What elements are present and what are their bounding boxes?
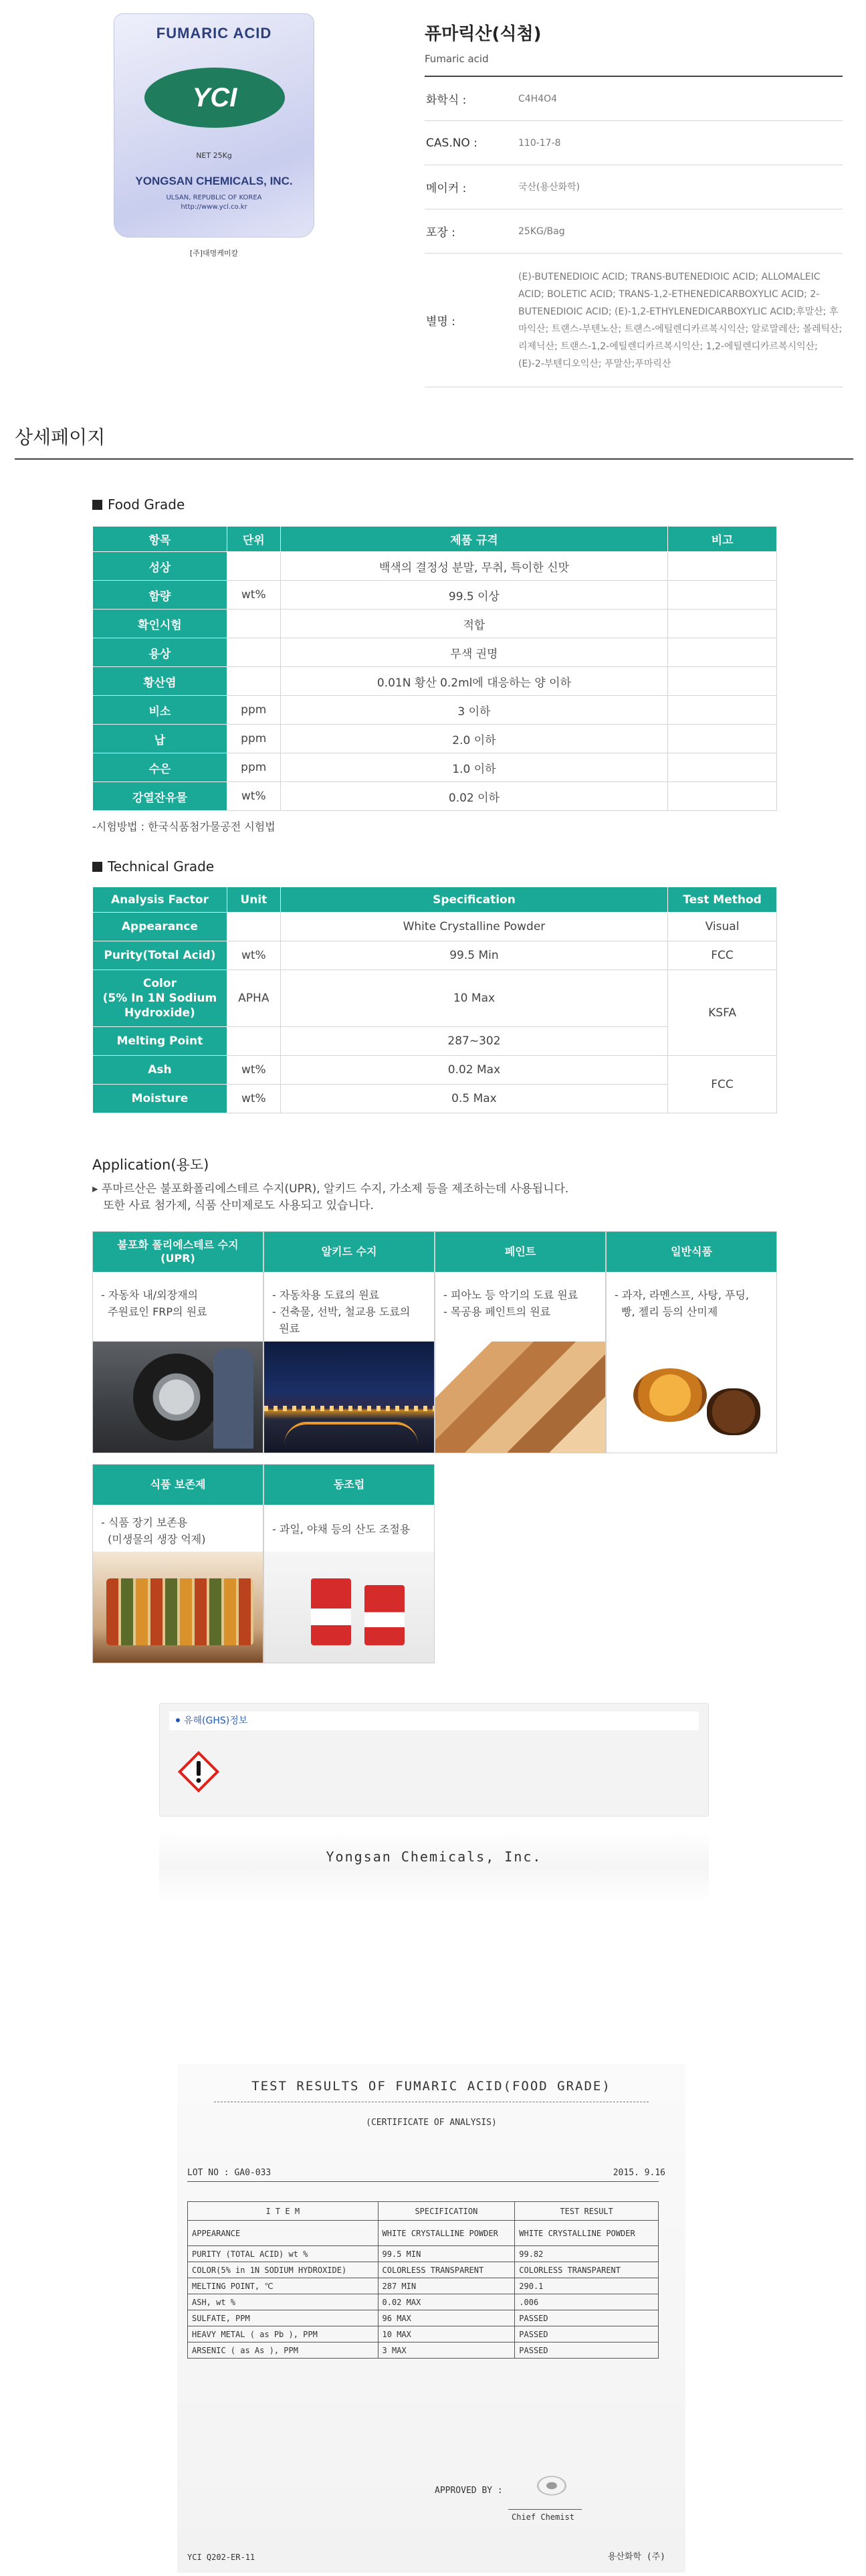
row-label: Melting Point <box>93 1027 227 1056</box>
certificate-code: YCI Q202-ER-11 <box>187 2553 255 2562</box>
row-note <box>668 753 777 782</box>
row-label: 용상 <box>93 638 227 667</box>
row-label: 황산염 <box>93 667 227 696</box>
row-note <box>668 696 777 725</box>
row-spec: 287~302 <box>280 1027 667 1056</box>
food-grade-table <box>92 526 777 811</box>
product-subtitle: Fumaric acid <box>425 53 489 65</box>
row-label: 납 <box>93 725 227 753</box>
cert-item: PURITY (TOTAL ACID) wt % <box>188 2246 378 2262</box>
row-method: Visual <box>668 913 777 941</box>
row-label: 함량 <box>93 581 227 610</box>
certificate-subtitle: (CERTIFICATE OF ANALYSIS) <box>366 2118 497 2128</box>
application-card-paint <box>435 1231 606 1453</box>
cert-item: COLOR(5% in 1N SODIUM HYDROXIDE) <box>188 2262 378 2278</box>
ghs-info-header <box>169 1712 699 1730</box>
row-spec: 0.02 Max <box>280 1056 667 1085</box>
table-row <box>93 913 777 941</box>
ghs-label: 유해(GHS)정보 <box>184 1716 248 1726</box>
row-unit <box>227 1027 280 1056</box>
certificate-table <box>187 2201 659 2359</box>
table-row <box>93 552 777 581</box>
row-unit: wt% <box>227 1056 280 1085</box>
card-line: - 자동차용 도료의 원료 <box>272 1289 380 1301</box>
row-spec: 2.0 이하 <box>280 725 667 753</box>
row-unit <box>227 638 280 667</box>
product-info <box>425 20 843 387</box>
table-row <box>188 2326 659 2342</box>
info-row-package <box>425 209 843 254</box>
table-row <box>188 2342 659 2359</box>
card-line: 주원료인 FRP의 원료 <box>101 1305 207 1318</box>
table-header-row <box>188 2202 659 2221</box>
application-card-preservative <box>92 1464 263 1663</box>
row-spec: 10 Max <box>280 970 667 1027</box>
bullet-icon <box>176 1718 180 1722</box>
info-value: 110-17-8 <box>518 137 561 149</box>
row-method: FCC <box>668 1056 777 1113</box>
row-unit <box>227 913 280 941</box>
row-unit: wt% <box>227 1085 280 1113</box>
card-line: - 자동차 내/외장재의 <box>101 1289 198 1301</box>
row-unit: wt% <box>227 581 280 610</box>
info-label: CAS.NO : <box>426 136 477 150</box>
signature-line <box>508 2509 582 2510</box>
cert-spec: 0.02 MAX <box>378 2294 515 2310</box>
certificate-date: 2015. 9.16 <box>613 2168 665 2178</box>
row-unit: wt% <box>227 782 280 811</box>
ghs-info-box <box>159 1703 709 1817</box>
row-unit: APHA <box>227 970 280 1027</box>
technical-grade-title <box>92 858 214 875</box>
column-header: 제품 규격 <box>280 527 667 552</box>
row-note <box>668 725 777 753</box>
cert-result: 99.82 <box>515 2246 659 2262</box>
row-unit: ppm <box>227 725 280 753</box>
table-row <box>93 782 777 811</box>
row-label: Appearance <box>93 913 227 941</box>
detail-section-title: 상세페이지 <box>15 426 106 448</box>
table-row <box>188 2221 659 2246</box>
row-note <box>668 638 777 667</box>
product-title: 퓨마릭산(식첨) <box>425 24 542 44</box>
info-label: 메이커 : <box>426 182 467 195</box>
cert-item: ASH, wt % <box>188 2294 378 2310</box>
card-title: 알키드 수지 <box>264 1232 434 1272</box>
row-spec: 무색 권명 <box>280 638 667 667</box>
row-unit: wt% <box>227 941 280 970</box>
column-header: Analysis Factor <box>93 887 227 913</box>
column-header: TEST RESULT <box>515 2202 659 2221</box>
card-body <box>93 1272 263 1342</box>
column-header: Test Method <box>668 887 777 913</box>
bag-address <box>114 193 314 212</box>
info-row-cas <box>425 121 843 165</box>
canned-food-photo <box>264 1552 434 1663</box>
product-bag-photo <box>114 13 314 238</box>
square-bullet-icon <box>92 500 102 510</box>
application-desc-line: 또한 사료 첨가제, 식품 산미제로도 사용되고 있습니다. <box>92 1199 374 1212</box>
table-row <box>93 1056 777 1085</box>
card-body <box>607 1272 776 1342</box>
info-label: 화학식 : <box>426 94 467 107</box>
info-label: 별명 : <box>426 315 455 329</box>
cert-result: COLORLESS TRANSPARENT <box>515 2262 659 2278</box>
table-row <box>188 2262 659 2278</box>
cert-spec: 3 MAX <box>378 2342 515 2359</box>
cert-item: MELTING POINT, ℃ <box>188 2278 378 2294</box>
row-method: KSFA <box>668 970 777 1056</box>
row-spec: 백색의 결정성 분말, 무취, 특이한 신맛 <box>280 552 667 581</box>
card-line: - 과자, 라멘스프, 사탕, 푸딩, <box>615 1289 750 1301</box>
card-title: 식품 보존제 <box>93 1465 263 1505</box>
card-body <box>435 1272 605 1342</box>
column-header: I T E M <box>188 2202 378 2221</box>
row-unit <box>227 552 280 581</box>
application-card-upr <box>92 1231 263 1453</box>
row-unit: ppm <box>227 696 280 725</box>
application-desc-line: ▸ 푸마르산은 불포화폴리에스테르 수지(UPR), 알키드 수지, 가소제 등을 제조하는데 사용됩니다. <box>92 1182 569 1196</box>
cert-spec: 96 MAX <box>378 2310 515 2326</box>
cert-item: APPEARANCE <box>188 2221 378 2246</box>
info-value: C4H4O4 <box>518 93 558 104</box>
info-label: 포장 : <box>426 226 455 240</box>
bag-maker: YONGSAN CHEMICALS, INC. <box>135 175 293 187</box>
row-unit: ppm <box>227 753 280 782</box>
cert-spec: COLORLESS TRANSPARENT <box>378 2262 515 2278</box>
card-line: (미생물의 생장 억제) <box>101 1533 206 1546</box>
row-label: Ash <box>93 1056 227 1085</box>
application-card-canning <box>263 1464 435 1663</box>
certificate-approved-by: APPROVED BY : <box>435 2486 503 2496</box>
cert-result: WHITE CRYSTALLINE POWDER <box>515 2221 659 2246</box>
card-line: 원료 <box>272 1322 300 1335</box>
table-row <box>93 667 777 696</box>
row-unit <box>227 667 280 696</box>
food-grade-title <box>92 496 185 513</box>
table-row <box>93 970 777 1027</box>
cert-result: .006 <box>515 2294 659 2310</box>
table-row <box>93 753 777 782</box>
row-spec: White Crystalline Powder <box>280 913 667 941</box>
certificate-of-analysis <box>177 2064 685 2573</box>
card-line: - 과일, 야채 등의 산도 조절용 <box>272 1523 411 1536</box>
row-spec: 99.5 이상 <box>280 581 667 610</box>
application-description <box>92 1181 568 1214</box>
cert-result: PASSED <box>515 2326 659 2342</box>
application-card-food <box>606 1231 777 1453</box>
certificate-lot-rule <box>187 2181 659 2182</box>
info-row-maker <box>425 165 843 209</box>
column-header: 단위 <box>227 527 280 552</box>
cert-result: 290.1 <box>515 2278 659 2294</box>
card-title: 일반식품 <box>607 1232 776 1272</box>
row-spec: 1.0 이하 <box>280 753 667 782</box>
bag-title: FUMARIC ACID <box>156 25 272 41</box>
row-label: Purity(Total Acid) <box>93 941 227 970</box>
row-note <box>668 610 777 638</box>
table-row <box>93 638 777 667</box>
cert-result: PASSED <box>515 2310 659 2326</box>
cert-spec: 287 MIN <box>378 2278 515 2294</box>
signature-stamp-icon <box>522 2466 582 2506</box>
row-spec: 적합 <box>280 610 667 638</box>
table-header-row <box>93 527 777 552</box>
card-title: 불포화 폴리에스테르 수지 (UPR) <box>93 1232 263 1272</box>
product-image-tag: [주]대명케미칼 <box>189 249 239 258</box>
certificate-title: TEST RESULTS OF FUMARIC ACID(FOOD GRADE) <box>251 2079 611 2094</box>
application-title: Application(용도) <box>92 1157 209 1173</box>
cert-spec: 10 MAX <box>378 2326 515 2342</box>
pastry-photo <box>607 1342 776 1453</box>
column-header: Unit <box>227 887 280 913</box>
row-method: FCC <box>668 941 777 970</box>
city-bridge-photo <box>264 1342 434 1453</box>
info-value: (E)-BUTENEDIOIC ACID; TRANS-BUTENEDIOIC ACID; ALLOMALEIC ACID; BOLETIC ACID; TRANS-1,2-ETHENEDICARBOXYLIC ACID; 2-BUTENEDIOIC ACID; (E)-1,2-ETHYLENEDICARBOXYLIC ACID;후말산; 후마익산; 트랜스-부텐노산; 트랜스-에틸렌디카르복시익산; 알로말레산; 볼레틱산; 리제닉산; 트랜스-1,2-에틸렌디카르복시익산; 1,2-에틸렌디카르복시익산; (E)-2-부텐디오익산; 푸말산;푸마릭산 <box>518 271 843 369</box>
row-note <box>668 782 777 811</box>
square-bullet-icon <box>92 862 102 872</box>
technical-grade-title-text: Technical Grade <box>108 858 215 875</box>
table-row <box>93 581 777 610</box>
card-line: - 식품 장기 보존용 <box>101 1516 188 1529</box>
row-label: 비소 <box>93 696 227 725</box>
bag-address-line: ULSAN, REPUBLIC OF KOREA <box>166 194 262 201</box>
info-row-aliases <box>425 254 843 387</box>
row-spec: 3 이하 <box>280 696 667 725</box>
table-row <box>188 2294 659 2310</box>
cert-result: PASSED <box>515 2342 659 2359</box>
row-spec: 0.5 Max <box>280 1085 667 1113</box>
certificate-maker: 용산화학 (주) <box>607 2552 665 2562</box>
card-body <box>93 1505 263 1552</box>
row-label: 성상 <box>93 552 227 581</box>
card-line: - 목공용 페인트의 원료 <box>443 1305 551 1318</box>
row-label: 수은 <box>93 753 227 782</box>
table-header-row <box>93 887 777 913</box>
cert-item: ARSENIC ( as As ), PPM <box>188 2342 378 2359</box>
row-note <box>668 667 777 696</box>
detail-section-divider <box>15 458 853 460</box>
card-line: - 건축물, 선박, 철교용 도료의 <box>272 1305 411 1318</box>
food-grade-footnote: -시험방법 : 한국식품첨가물공전 시험법 <box>92 820 276 833</box>
info-value: 국산(용산화학) <box>518 181 580 193</box>
card-title: 동조럽 <box>264 1465 434 1505</box>
bag-net-weight: NET 25Kg <box>196 151 232 160</box>
card-line: 빵, 젤리 등의 산미제 <box>615 1305 718 1318</box>
yci-logo: YCI <box>144 68 285 128</box>
cert-item: SULFATE, PPM <box>188 2310 378 2326</box>
row-spec: 0.01N 황산 0.2ml에 대응하는 양 이하 <box>280 667 667 696</box>
product-image <box>107 13 328 281</box>
row-spec: 99.5 Min <box>280 941 667 970</box>
row-label: Moisture <box>93 1085 227 1113</box>
column-header: 항목 <box>93 527 227 552</box>
certificate-lot: LOT NO : GA0-033 <box>187 2168 272 2178</box>
card-line: - 피아노 등 악기의 도료 원료 <box>443 1289 578 1301</box>
table-row <box>93 696 777 725</box>
table-row <box>188 2278 659 2294</box>
column-header: Specification <box>280 887 667 913</box>
exclamation-hazard-icon <box>177 1750 220 1793</box>
row-label: Color (5% In 1N Sodium Hydroxide) <box>93 970 227 1027</box>
card-body <box>264 1505 434 1552</box>
table-row <box>93 725 777 753</box>
spice-jars-photo <box>93 1552 263 1663</box>
company-banner <box>159 1830 709 1904</box>
row-unit <box>227 610 280 638</box>
bag-web: http://www.ycl.co.kr <box>181 203 247 211</box>
info-row-formula <box>425 77 843 121</box>
technical-grade-table <box>92 887 777 1113</box>
food-grade-title-text: Food Grade <box>108 496 185 513</box>
row-note <box>668 552 777 581</box>
table-row <box>188 2310 659 2326</box>
company-name: Yongsan Chemicals, Inc. <box>326 1849 542 1865</box>
row-spec: 0.02 이하 <box>280 782 667 811</box>
row-note <box>668 581 777 610</box>
cert-spec: 99.5 MIN <box>378 2246 515 2262</box>
table-row <box>188 2246 659 2262</box>
application-card-alkyd <box>263 1231 435 1453</box>
tire-photo <box>93 1342 263 1453</box>
column-header: 비고 <box>668 527 777 552</box>
cert-spec: WHITE CRYSTALLINE POWDER <box>378 2221 515 2246</box>
certificate-chief: Chief Chemist <box>512 2512 574 2522</box>
card-body <box>264 1272 434 1342</box>
table-row <box>93 610 777 638</box>
column-header: SPECIFICATION <box>378 2202 515 2221</box>
table-row <box>93 941 777 970</box>
wood-panels-photo <box>435 1342 605 1453</box>
row-label: 강열잔유물 <box>93 782 227 811</box>
card-title: 페인트 <box>435 1232 605 1272</box>
cert-item: HEAVY METAL ( as Pb ), PPM <box>188 2326 378 2342</box>
row-label: 확인시험 <box>93 610 227 638</box>
info-value: 25KG/Bag <box>518 225 565 237</box>
